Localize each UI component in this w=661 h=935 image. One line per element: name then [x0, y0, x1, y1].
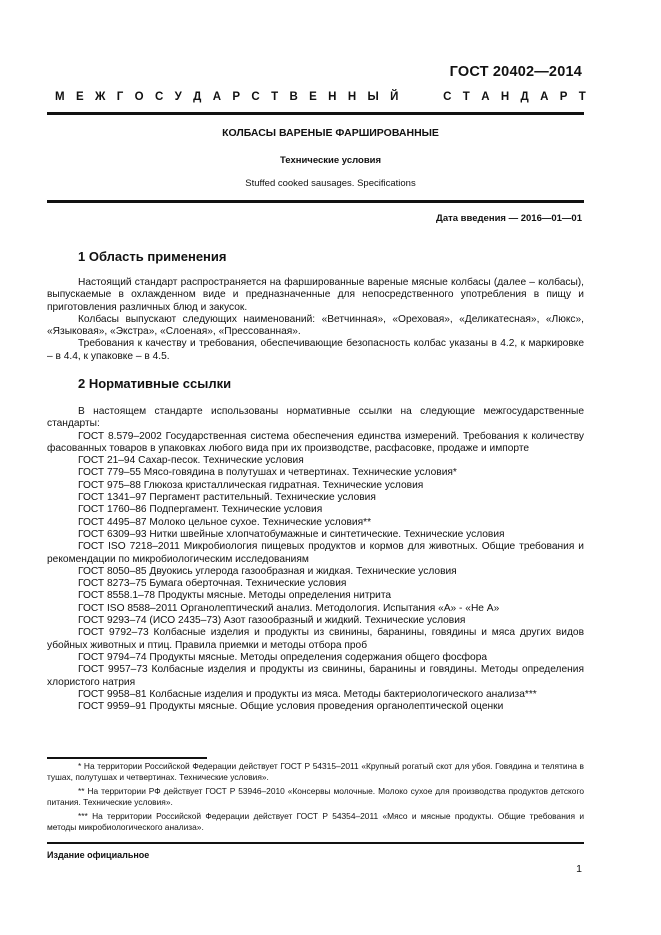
banner-letter: Д [520, 91, 529, 103]
footnote: *** На территории Российской Федерации действует ГОСТ Р 54354–2011 «Мясо и мясные продукты. Общие требования и методы микробиологического анализа». [47, 811, 584, 832]
reference-item: ГОСТ 4495–87 Молоко цельное сухое. Технические условия** [78, 516, 372, 528]
reference-item: ГОСТ 9293–74 (ИСО 2435–73) Азот газообразный и жидкий. Технические условия [78, 615, 466, 627]
document-code: ГОСТ 20402—2014 [449, 64, 582, 80]
banner-word-gap [410, 91, 432, 103]
banner-letter: Н [328, 91, 337, 103]
reference-item: ГОСТ 9792–73 Колбасные изделия и продукты из свинины, баранины, говядины и мяса других видов убойных животных и птиц. Правила приемки и методы отбора проб [47, 627, 584, 651]
reference-item: ГОСТ 9959–91 Продукты мясные. Общие условия проведения органолептической оценки [78, 701, 504, 713]
paragraph: Требования к качеству и требования, обеспечивающие безопасность колбас указаны в 4.2, к маркировке – в 4.4, к упаковке – в 4.5. [47, 338, 584, 362]
reference-item: ГОСТ ISO 7218–2011 Микробиология пищевых продуктов и кормов для животных. Общие требования и рекомендации по микробиологическим исследованиям [47, 541, 584, 565]
banner-letter: С [443, 91, 452, 103]
paragraph: Настоящий стандарт распространяется на фаршированные вареные мясные колбасы (далее – колбасы), выпускаемые в охлажденном виде и предназначенные для непосредственного употребления в пищу и приготовления различных блюд и закусок. [47, 277, 584, 313]
banner-letter: Д [193, 91, 202, 103]
reference-item: ГОСТ 779–55 Мясо-говядина в полутушах и четвертинах. Технические условия* [78, 467, 457, 479]
footnote: ** На территории РФ действует ГОСТ Р 53946–2010 «Консервы молочные. Молоко сухое для производства продуктов детского питания. Технические условия». [47, 786, 584, 807]
reference-item: ГОСТ 21–94 Сахар-песок. Технические условия [78, 455, 304, 467]
banner-letter: Т [462, 91, 470, 103]
banner-letter: Т [271, 91, 279, 103]
section-2-heading: 2 Нормативные ссылки [78, 376, 232, 391]
banner-letter: С [251, 91, 260, 103]
banner-letter: Р [232, 91, 241, 103]
footer-divider [47, 842, 584, 844]
banner-letter: Ж [94, 91, 106, 103]
reference-item: ГОСТ 1341–97 Пергамент растительный. Технические условия [78, 492, 376, 504]
reference-item: ГОСТ 6309–93 Нитки швейные хлопчатобумажные и синтетические. Технические условия [78, 528, 505, 540]
paragraph: Колбасы выпускают следующих наименований: «Ветчинная», «Ореховая», «Деликатесная», «Люкс», «Языковая», «Экстра», «Слоеная», «Прессованная». [47, 313, 584, 338]
banner-letter: Г [116, 91, 124, 103]
footnotes [47, 761, 584, 836]
paragraph: В настоящем стандарте использованы нормативные ссылки на следующие межгосударственные стандарты: [47, 406, 584, 430]
reference-item: ГОСТ 8273–75 Бумага оберточная. Технические условия [78, 578, 347, 590]
reference-item: ГОСТ 8.579–2002 Государственная система обеспечения единства измерений. Требования к количеству фасованных товаров в упаковках любого вида при их производстве, расфасовке, продаже и импорте [47, 430, 584, 454]
document-title: КОЛБАСЫ ВАРЕНЫЕ ФАРШИРОВАННЫЕ [222, 127, 439, 139]
page-number: 1 [576, 863, 582, 875]
section-1-body [47, 277, 584, 363]
banner-letter: Й [390, 91, 399, 103]
footnote: * На территории Российской Федерации действует ГОСТ Р 54315–2011 «Крупный рогатый скот для убоя. Говядина и телятина в тушах, полутушах и четвертинах. Технические условия». [47, 761, 584, 782]
english-title: Stuffed cooked sausages. Specifications [245, 178, 416, 189]
section-2-body [47, 406, 584, 713]
title-divider [47, 200, 584, 203]
banner-letter: У [174, 91, 182, 103]
banner-letter: А [212, 91, 222, 103]
reference-item: ГОСТ 9958–81 Колбасные изделия и продукты из мяса. Методы бактериологического анализа*** [78, 688, 537, 700]
banner-letter: А [540, 91, 549, 103]
interstate-standard-banner [55, 91, 586, 103]
banner-letter: Н [500, 91, 510, 103]
reference-item: ГОСТ 9794–74 Продукты мясные. Методы определения содержания общего фосфора [78, 651, 488, 663]
reference-item: ГОСТ 975–88 Глюкоза кристаллическая гидратная. Технические условия [78, 479, 424, 491]
banner-letter: С [154, 91, 164, 103]
reference-item: ГОСТ 8050–85 Двуокись углерода газообразная и жидкая. Технические условия [78, 565, 457, 577]
footnote-divider [47, 757, 207, 759]
banner-letter: М [55, 91, 65, 103]
document-subtitle: Технические условия [279, 155, 382, 166]
banner-letter: Р [559, 91, 568, 103]
reference-item: ГОСТ 1760–86 Подпергамент. Технические условия [78, 504, 323, 516]
section-1-heading: 1 Область применения [78, 249, 227, 264]
banner-letter: Ы [367, 91, 379, 103]
banner-letter: Е [75, 91, 84, 103]
banner-letter: Е [309, 91, 317, 103]
introduction-date: Дата введения — 2016—01—01 [436, 213, 582, 224]
edition-label: Издание официальное [47, 850, 150, 860]
banner-letter: В [289, 91, 298, 103]
banner-letter: Т [578, 91, 586, 103]
banner-letter: О [134, 91, 144, 103]
reference-item: ГОСТ 9957–73 Колбасные изделия и продукты из свинины, баранины и говядины. Методы определения хлористого натрия [47, 664, 584, 688]
header-divider [47, 112, 584, 115]
reference-item: ГОСТ 8558.1–78 Продукты мясные. Методы определения нитрита [78, 590, 392, 602]
reference-item: ГОСТ ISO 8588–2011 Органолептический анализ. Методология. Испытания «А» - «Не А» [78, 602, 500, 614]
banner-letter: Н [347, 91, 357, 103]
banner-letter: А [481, 91, 490, 103]
